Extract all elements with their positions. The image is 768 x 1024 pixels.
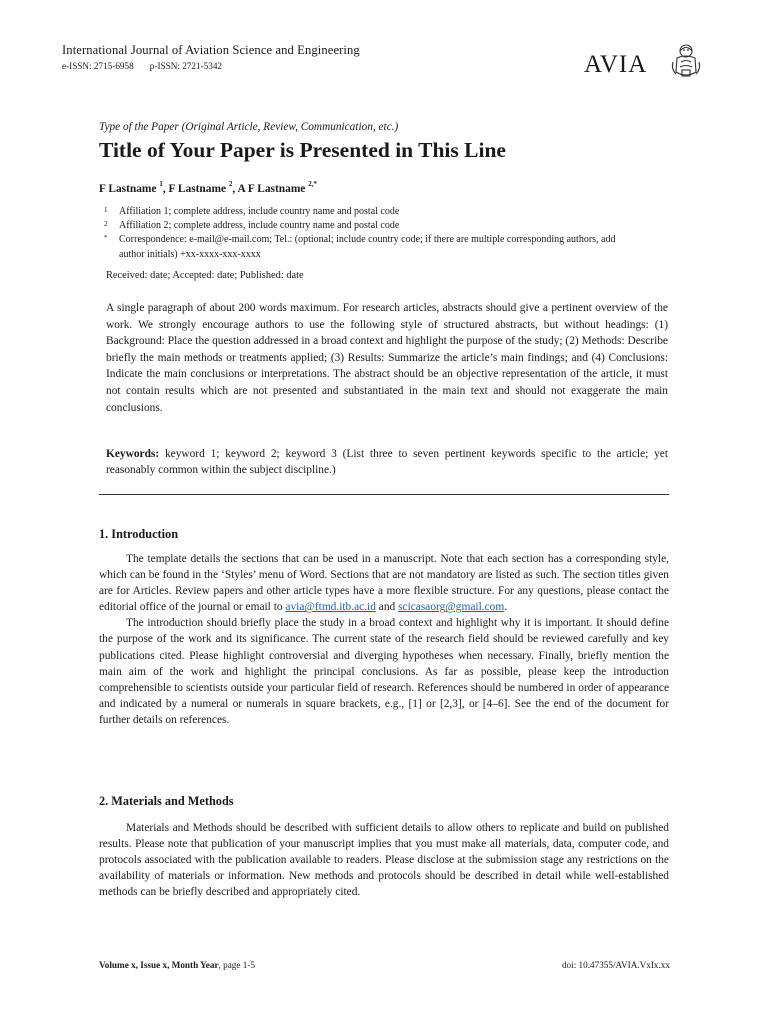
journal-name: International Journal of Aviation Science and Engineering (62, 43, 360, 57)
affiliation-text: Affiliation 2; complete address, include country name and postal code (119, 220, 400, 231)
paragraph-text: and (375, 601, 399, 614)
section-heading-introduction: 1. Introduction (99, 527, 179, 541)
author-affiliation-mark: 2 (228, 180, 233, 188)
paragraph: Materials and Methods should be described with sufficient details to allow others to replicate and build on published results. Please note that publication of your manuscript implies that you must make all materials, data, computer code, and protocols associated with the publication available to readers. Please disclose at the submission stage any restrictions on the availability of materials or information. New methods and protocols should be described in detail while well-established methods can be briefly described and appropriately cited. (99, 822, 669, 899)
affiliation (104, 219, 634, 234)
article-dates: Received: date; Accepted: date; Published: date (106, 270, 304, 281)
eissn: e-ISSN: 2715-6958 (62, 61, 134, 71)
correspondence-text: Correspondence: e-mail@e-mail.com; Tel.: (optional; include country code; if there are multiple corresponding authors, add author initials) +xx-xxxx-xxx-xxxx (119, 234, 616, 260)
affiliation-mark: 2 (104, 220, 108, 228)
paragraph-text: The template details the sections that can be used in a manuscript. Note that each section has a corresponding style, which can be found in the ‘Styles’ menu of Word. Sections that are not mandatory are listed as such. The section titles given are for Articles. Review papers and other article types have a more flexible structure. For any questions, please contact the editorial office of the journal or email to (99, 553, 669, 614)
keywords (106, 446, 668, 479)
paper-title: Title of Your Paper is Presented in This Line (99, 138, 506, 162)
author-affiliation-mark: 1 (159, 180, 163, 188)
pissn: p-ISSN: 2721-5342 (149, 61, 223, 71)
university-seal-icon (669, 42, 703, 80)
introduction-body (99, 551, 669, 728)
section-heading-methods: 2. Materials and Methods (99, 794, 234, 808)
email-link-avia[interactable]: avia@ftmd.itb.ac.id (285, 601, 376, 614)
correspondence-mark: * (104, 234, 108, 242)
author-separator: , (162, 182, 169, 195)
avia-logo: AVIA (584, 51, 648, 78)
author-separator: , (232, 182, 238, 195)
issn-line (62, 61, 222, 71)
paragraph (99, 551, 669, 615)
footer-volume: Volume x, Issue x, Month Year (99, 960, 219, 970)
affiliation (104, 205, 634, 220)
author-name: F Lastname (99, 182, 160, 195)
section-divider (99, 494, 669, 495)
abstract: A single paragraph of about 200 words maximum. For research articles, abstracts should give a pertinent overview of the work. We strongly encourage authors to use the following style of structured abstracts, but without headings: (1) Background: Place the question addressed in a broad context and highlight the purpose of the study; (2) Methods: Describe briefly the main methods or treatments applied; (3) Results: Summarize the article’s main findings; and (4) Conclusions: Indicate the main conclusions or interpretations. The abstract should be an objective representation of the article, it must not contain results which are not presented and substantiated in the main text and should not exaggerate the main conclusions. (106, 302, 668, 414)
author-list (99, 181, 317, 195)
keywords-label: Keywords: (106, 448, 160, 460)
footer-pages: , page 1-5 (218, 960, 256, 970)
author-affiliation-mark: 2,* (308, 180, 317, 188)
paragraph-text: . (504, 601, 508, 614)
author-name: A F Lastname (237, 182, 309, 195)
author-name: F Lastname (168, 182, 229, 195)
correspondence (104, 233, 634, 262)
affiliation-mark: 1 (104, 206, 108, 214)
email-link-scicasa[interactable]: scicasaorg@gmail.com (398, 601, 505, 614)
footer-citation (99, 960, 255, 970)
methods-body (99, 820, 669, 900)
keywords-text: keyword 1; keyword 2; keyword 3 (List three to seven pertinent keywords specific to the article; yet reasonably common within the subject discipline.) (106, 448, 668, 477)
paper-type: Type of the Paper (Original Article, Review, Communication, etc.) (99, 121, 399, 133)
affiliation-text: Affiliation 1; complete address, include country name and postal code (119, 206, 400, 217)
footer-doi: doi: 10.47355/AVIA.VxIx.xx (561, 960, 670, 970)
paragraph: The introduction should briefly place the study in a broad context and highlight why it is important. It should define the purpose of the work and its significance. The current state of the research field should be reviewed carefully and key publications cited. Please highlight controversial and diverging hypotheses when necessary. Finally, briefly mention the main aim of the work and highlight the principal conclusions. As far as possible, please keep the introduction comprehensible to scientists outside your particular field of research. References should be numbered in order of appearance and indicated by a numeral or numerals in square brackets, e.g., [1] or [2,3], or [4–6]. See the end of the document for further details on references. (99, 617, 669, 726)
